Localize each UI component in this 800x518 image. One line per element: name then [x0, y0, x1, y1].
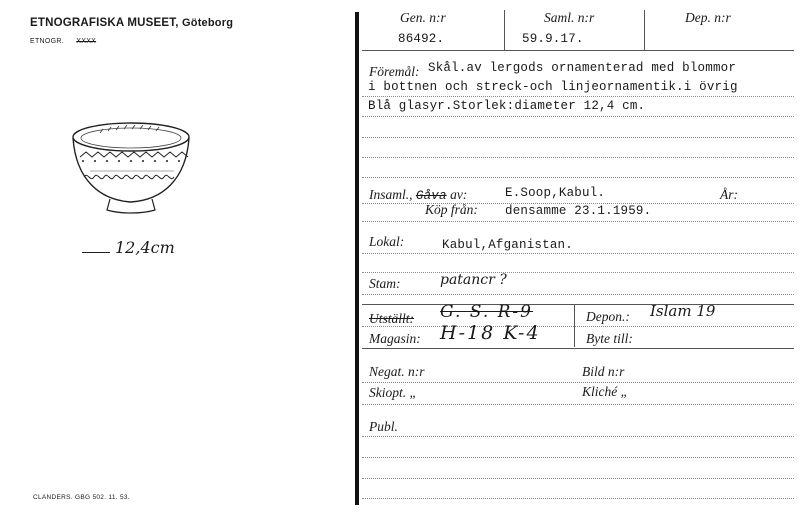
rule	[362, 404, 794, 405]
depon-label: Depon.:	[586, 309, 630, 324]
depon-value: Islam 19	[650, 302, 716, 320]
box-divider-1	[504, 10, 505, 50]
kliche-label: Kliché „	[582, 384, 629, 399]
skiopt-label: Skiopt. „	[369, 385, 418, 400]
stam-label: Stam:	[369, 276, 401, 291]
av-value: E.Soop,Kabul.	[505, 186, 606, 200]
rule	[362, 382, 794, 383]
byte-label: Byte till:	[586, 331, 633, 346]
rule	[362, 478, 794, 479]
gen-label: Gen. n:r	[400, 10, 446, 25]
saml-label: Saml. n:r	[544, 10, 595, 25]
utstallt-label-text: Utställt:	[369, 311, 415, 326]
description-line-1: Skål.av lergods ornamenterad med blommor	[428, 61, 737, 75]
gen-value: 86492.	[398, 32, 445, 46]
ar-label: År:	[720, 187, 738, 202]
description-line-2: i bottnen och streck-och linjeornamentik.i övrig	[368, 80, 738, 94]
rule	[362, 116, 794, 117]
etnogr-line	[30, 38, 96, 45]
card-divider	[355, 12, 359, 505]
size-note: 12,4cm	[115, 238, 175, 257]
utstallt-label	[369, 311, 414, 327]
negat-label: Negat. n:r	[369, 364, 425, 379]
foremal-label: Föremål:	[369, 64, 420, 79]
rule	[362, 137, 794, 138]
box-divider-2	[644, 10, 645, 50]
utstallt-value: G. S. R-9	[440, 302, 533, 322]
box-bottom-line	[362, 50, 794, 51]
lokal-value: Kabul,Afganistan.	[442, 238, 573, 252]
storage-bottom-line	[362, 348, 794, 349]
insaml-label	[369, 187, 467, 203]
museum-name	[30, 17, 233, 29]
rule	[362, 498, 794, 499]
dep-label: Dep. n:r	[685, 10, 731, 25]
rule	[362, 177, 794, 178]
stam-value: patancr ?	[440, 272, 507, 288]
magasin-label: Magasin:	[369, 331, 421, 346]
publ-label: Publ.	[369, 419, 398, 434]
description-line-3: Blå glasyr.Storlek:diameter 12,4 cm.	[368, 99, 646, 113]
rule	[362, 221, 794, 222]
etnogr-label: ETNOGR.	[30, 38, 64, 45]
rule	[362, 294, 794, 295]
rule	[362, 436, 794, 437]
print-code: CLANDERS. GBG 502. 11. 53.	[33, 494, 130, 501]
rule	[362, 457, 794, 458]
storage-top-line	[362, 304, 794, 305]
kop-label: Köp från:	[425, 202, 478, 217]
rule	[362, 326, 794, 327]
lokal-label: Lokal:	[369, 234, 405, 249]
rule	[362, 253, 794, 254]
rule	[362, 96, 794, 97]
saml-value: 59.9.17.	[522, 32, 584, 46]
insaml-struck-value: Gåva	[415, 189, 447, 203]
magasin-value: H-18 K-4	[440, 322, 541, 344]
insaml-label-text: Insaml.,	[369, 187, 413, 202]
rule	[362, 272, 794, 273]
av-label: av:	[450, 187, 468, 202]
size-dash	[82, 252, 110, 253]
museum-city: Göteborg	[182, 17, 234, 29]
etnogr-struck-value: XXXX	[76, 38, 97, 45]
bild-label: Bild n:r	[582, 364, 625, 379]
rule	[362, 157, 794, 158]
kop-value: densamme 23.1.1959.	[505, 204, 652, 218]
museum-title: ETNOGRAFISKA MUSEET,	[30, 17, 179, 29]
bowl-sketch	[60, 115, 210, 220]
